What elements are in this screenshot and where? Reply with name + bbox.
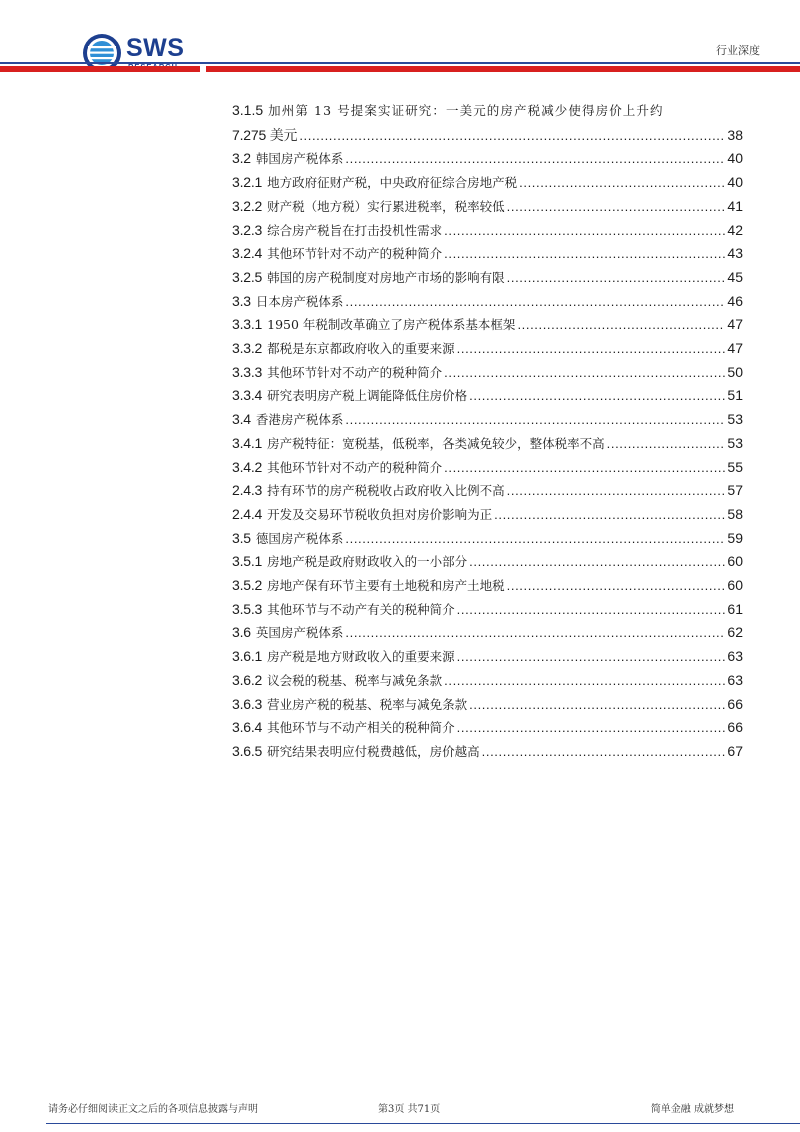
toc-entry-continuation[interactable] (232, 124, 743, 148)
toc-entry-title: 韩国的房产税制度对房地产市场的影响有限 (267, 269, 505, 285)
toc-entry-title: 房地产保有环节主要有土地税和房产土地税 (267, 578, 505, 594)
toc-entry[interactable] (232, 266, 743, 290)
toc-leader-dots (299, 125, 725, 148)
toc-entry-number: 3.4 (232, 411, 251, 428)
toc-leader-dots (469, 694, 725, 717)
toc-entry-number: 3.6 (232, 624, 251, 641)
toc-entry-number: 3.1.5 (232, 102, 264, 118)
toc-entry[interactable] (232, 195, 743, 219)
toc-entry[interactable] (232, 337, 743, 361)
toc-entry-number: 3.2.1 (232, 174, 263, 191)
toc-entry[interactable] (232, 740, 743, 764)
toc-entry-number: 3.5.1 (232, 553, 263, 570)
toc-entry-title: 研究结果表明应付税费越低，房价越高 (267, 743, 480, 759)
toc-entry[interactable] (232, 242, 743, 266)
toc-entry-page: 63 (727, 671, 743, 688)
toc-entry-number: 3.4.2 (232, 458, 263, 475)
toc-entry[interactable] (232, 716, 743, 740)
toc-entry-page: 53 (727, 411, 743, 428)
toc-leader-dots (444, 243, 725, 266)
toc-leader-dots (345, 528, 725, 551)
toc-entry-title: 日本房产税体系 (255, 293, 344, 309)
footer-slogan: 简单金融 成就梦想 (650, 1104, 734, 1115)
toc-leader-dots (482, 741, 726, 764)
toc-entry-title: 议会税的税基、税率与减免条款 (267, 672, 443, 688)
toc-entry-title: 1950 年税制改革确立了房产税体系基本框架 (267, 317, 516, 333)
toc-entry-page: 62 (727, 624, 743, 641)
toc-entry-title-continued: 7.275 美元 (232, 126, 298, 143)
toc-entry-page: 61 (727, 600, 743, 617)
toc-entry-number: 3.6.3 (232, 695, 263, 712)
toc-entry-number: 3.3.4 (232, 387, 263, 404)
toc-leader-dots (444, 362, 725, 385)
toc-entry-title: 其他环节针对不动产的税种简介 (267, 246, 443, 262)
footer-page-info: 第3页 共71页 (378, 1104, 441, 1115)
toc-entry-page: 55 (727, 458, 743, 475)
toc-leader-dots (469, 551, 725, 574)
toc-list (232, 147, 743, 763)
toc-leader-dots (345, 409, 725, 432)
toc-entry-title: 其他环节针对不动产的税种简介 (267, 364, 443, 380)
toc-entry[interactable] (232, 361, 743, 385)
footer-rule (46, 1123, 800, 1124)
toc-entry[interactable] (232, 171, 743, 195)
toc-entry-page: 60 (727, 553, 743, 570)
toc-entry-title: 香港房产税体系 (255, 412, 344, 428)
toc-entry-number: 3.6.5 (232, 742, 263, 759)
toc-entry-page: 53 (727, 434, 743, 451)
toc-entry[interactable] (232, 527, 743, 551)
table-of-contents (232, 99, 743, 764)
toc-entry-page: 57 (727, 482, 743, 499)
toc-entry-page: 40 (727, 150, 743, 167)
toc-entry[interactable] (232, 645, 743, 669)
toc-leader-dots (507, 480, 726, 503)
toc-entry-title: 财产税（地方税）实行累进税率，税率较低 (267, 198, 505, 214)
toc-leader-dots (444, 220, 725, 243)
toc-entry-title: 都税是东京都政府收入的重要来源 (267, 341, 455, 357)
toc-entry-number: 3.5 (232, 529, 251, 546)
toc-entry-page: 41 (727, 197, 743, 214)
toc-entry[interactable] (232, 503, 743, 527)
toc-entry[interactable] (232, 598, 743, 622)
toc-leader-dots (345, 622, 725, 645)
toc-entry[interactable] (232, 669, 743, 693)
toc-entry-number: 3.6.1 (232, 648, 263, 665)
toc-entry-number: 2.4.3 (232, 482, 263, 499)
toc-entry-title: 房产税特征：宽税基，低税率，各类减免较少，整体税率不高 (267, 435, 605, 451)
report-type-label: 行业深度 (716, 44, 760, 57)
toc-entry-title: 地方政府征财产税，中央政府征综合房地产税 (267, 175, 518, 191)
toc-entry-page: 46 (727, 292, 743, 309)
toc-entry-number: 3.6.2 (232, 671, 263, 688)
toc-entry-page: 47 (727, 340, 743, 357)
toc-entry-title: 英国房产税体系 (255, 625, 344, 641)
toc-entry-page: 38 (727, 126, 743, 143)
toc-entry-number: 3.3.2 (232, 340, 263, 357)
toc-leader-dots (457, 646, 726, 669)
toc-entry-page: 40 (727, 174, 743, 191)
toc-leader-dots (457, 338, 726, 361)
toc-entry-number: 2.4.4 (232, 505, 263, 522)
toc-entry[interactable] (232, 621, 743, 645)
toc-leader-dots (519, 172, 725, 195)
header-rule (0, 62, 800, 64)
toc-entry-title: 房产税是地方财政收入的重要来源 (267, 649, 455, 665)
toc-leader-dots (507, 196, 726, 219)
toc-leader-dots (345, 148, 725, 171)
toc-entry-page: 45 (727, 268, 743, 285)
toc-entry-page: 50 (727, 363, 743, 380)
toc-leader-dots (457, 599, 726, 622)
toc-entry-page: 60 (727, 577, 743, 594)
toc-entry-title: 营业房产税的税基、税率与减免条款 (267, 696, 468, 712)
toc-entry-title: 其他环节针对不动产的税种简介 (267, 459, 443, 475)
toc-entry-number: 3.2.3 (232, 221, 263, 238)
toc-entry-number: 3.2.5 (232, 268, 263, 285)
toc-entry-number: 3.2 (232, 150, 251, 167)
header-red-bar-right (206, 66, 800, 72)
toc-leader-dots (517, 314, 725, 337)
toc-entry-page: 66 (727, 719, 743, 736)
toc-entry-page: 47 (727, 316, 743, 333)
toc-entry-number: 3.3.1 (232, 316, 263, 333)
toc-entry-title: 持有环节的房产税税收占政府收入比例不高 (267, 483, 505, 499)
logo-wordmark: SWS (126, 34, 185, 62)
toc-entry-number: 3.4.1 (232, 434, 263, 451)
toc-entry-number: 3.3 (232, 292, 251, 309)
toc-entry-number: 3.5.3 (232, 600, 263, 617)
toc-entry-page: 66 (727, 695, 743, 712)
toc-entry-title: 开发及交易环节税收负担对房价影响为正 (267, 506, 493, 522)
toc-entry-number: 3.2.2 (232, 197, 263, 214)
toc-entry-title: 韩国房产税体系 (255, 151, 344, 167)
toc-entry[interactable] (232, 456, 743, 480)
toc-entry-page: 51 (727, 387, 743, 404)
toc-entry-title: 其他环节与不动产有关的税种简介 (267, 601, 455, 617)
toc-leader-dots (607, 433, 726, 456)
toc-leader-dots (457, 717, 726, 740)
toc-leader-dots (507, 575, 726, 598)
toc-entry[interactable] (232, 574, 743, 598)
toc-entry-title: 研究表明房产税上调能降低住房价格 (267, 388, 468, 404)
toc-entry[interactable] (232, 693, 743, 717)
toc-entry-page: 42 (727, 221, 743, 238)
toc-entry[interactable] (232, 313, 743, 337)
toc-leader-dots (345, 291, 725, 314)
toc-leader-dots (444, 457, 725, 480)
toc-entry[interactable] (232, 408, 743, 432)
toc-entry-title: 德国房产税体系 (255, 530, 344, 546)
toc-entry-page: 63 (727, 648, 743, 665)
toc-entry-page: 43 (727, 245, 743, 262)
toc-entry-number: 3.5.2 (232, 577, 263, 594)
toc-leader-dots (494, 504, 725, 527)
header-red-bar-left (0, 66, 200, 72)
toc-leader-dots (444, 670, 725, 693)
toc-entry-title: 综合房产税旨在打击投机性需求 (267, 222, 443, 238)
footer-disclaimer: 请务必仔细阅读正文之后的各项信息披露与声明 (48, 1104, 258, 1115)
toc-entry-title: 加州第 13 号提案实证研究：一美元的房产税减少使得房价上升约 (268, 103, 664, 118)
toc-entry-number: 3.2.4 (232, 245, 263, 262)
toc-entry[interactable] (232, 479, 743, 503)
toc-entry-title: 房地产税是政府财政收入的一小部分 (267, 554, 468, 570)
toc-leader-dots (507, 267, 726, 290)
toc-entry[interactable] (232, 384, 743, 408)
toc-entry-page: 67 (727, 742, 743, 759)
toc-entry-page: 59 (727, 529, 743, 546)
toc-entry-page: 58 (727, 505, 743, 522)
toc-entry-title: 其他环节与不动产相关的税种简介 (267, 720, 455, 736)
toc-entry[interactable] (232, 99, 743, 124)
toc-leader-dots (469, 385, 725, 408)
toc-entry[interactable] (232, 147, 743, 171)
toc-entry[interactable] (232, 290, 743, 314)
toc-entry[interactable] (232, 432, 743, 456)
toc-entry[interactable] (232, 550, 743, 574)
toc-entry-number: 3.6.4 (232, 719, 263, 736)
toc-entry[interactable] (232, 219, 743, 243)
toc-entry-number: 3.3.3 (232, 363, 263, 380)
